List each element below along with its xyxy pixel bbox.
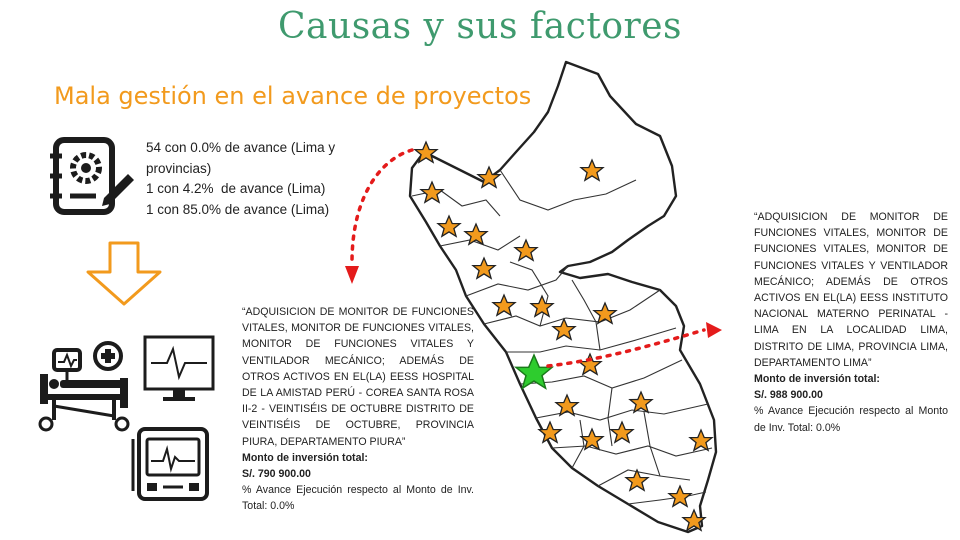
project-description-right [754,209,948,436]
progress-text: % Avance Ejecución respecto al Monto de Inv. Total: 0.0% [242,484,474,513]
project-description-left [242,304,474,515]
project-title: “ADQUISICION DE MONITOR DE FUNCIONES VITALES, MONITOR DE FUNCIONES VITALES, MONITOR DE FUNCIONES VITALES Y VENTILADOR MECÁNICO; ADEMÁS DE OTROS ACTIVOS EN EL(LA) EESS INSTITUTO NACIONAL MATERNO PERINATAL - LIMA EN LA LOCALIDAD LIMA, DISTRITO DE LIMA, PROVINCIA LIMA, DEPARTAMENTO LIMA” [754,211,948,369]
stat-line: 1 con 4.2% de avance (Lima) [146,181,326,196]
stat-line: 54 con 0.0% de avance (Lima y provincias) [146,140,339,176]
investment-value: S/. 988 900.00 [754,389,823,402]
page-title: Causas y sus factores [278,6,682,47]
investment-label: Monto de inversión total: [242,451,368,464]
progress-text: % Avance Ejecución respecto al Monto de Inv. Total: 0.0% [754,405,948,434]
dotted-arrow-left [352,150,412,262]
arrow-head-left [345,266,359,284]
stat-line: 1 con 85.0% de avance (Lima) [146,201,330,217]
arrow-head-right [706,322,722,338]
investment-label: Monto de inversión total: [754,373,880,386]
project-title: “ADQUISICION DE MONITOR DE FUNCIONES VITALES, MONITOR DE FUNCIONES VITALES, MONITOR DE FUNCIONES VITALES Y VENTILADOR MECÁNICO; ADEMÁS DE OTROS ACTIVOS EN EL(LA) EESS HOSPITAL DE LA AMISTAD PERÚ - COREA SANTA ROSA II-2 - VEINTISÉIS DE OCTUBRE DISTRITO DE VEINTISÉIS DE OCTUBRE, PROVINCIA PIURA, DEPARTAMENTO PIURA” [242,306,474,448]
investment-value: S/. 790 900.00 [242,468,311,481]
section-subtitle: Mala gestión en el avance de proyectos [54,82,532,110]
